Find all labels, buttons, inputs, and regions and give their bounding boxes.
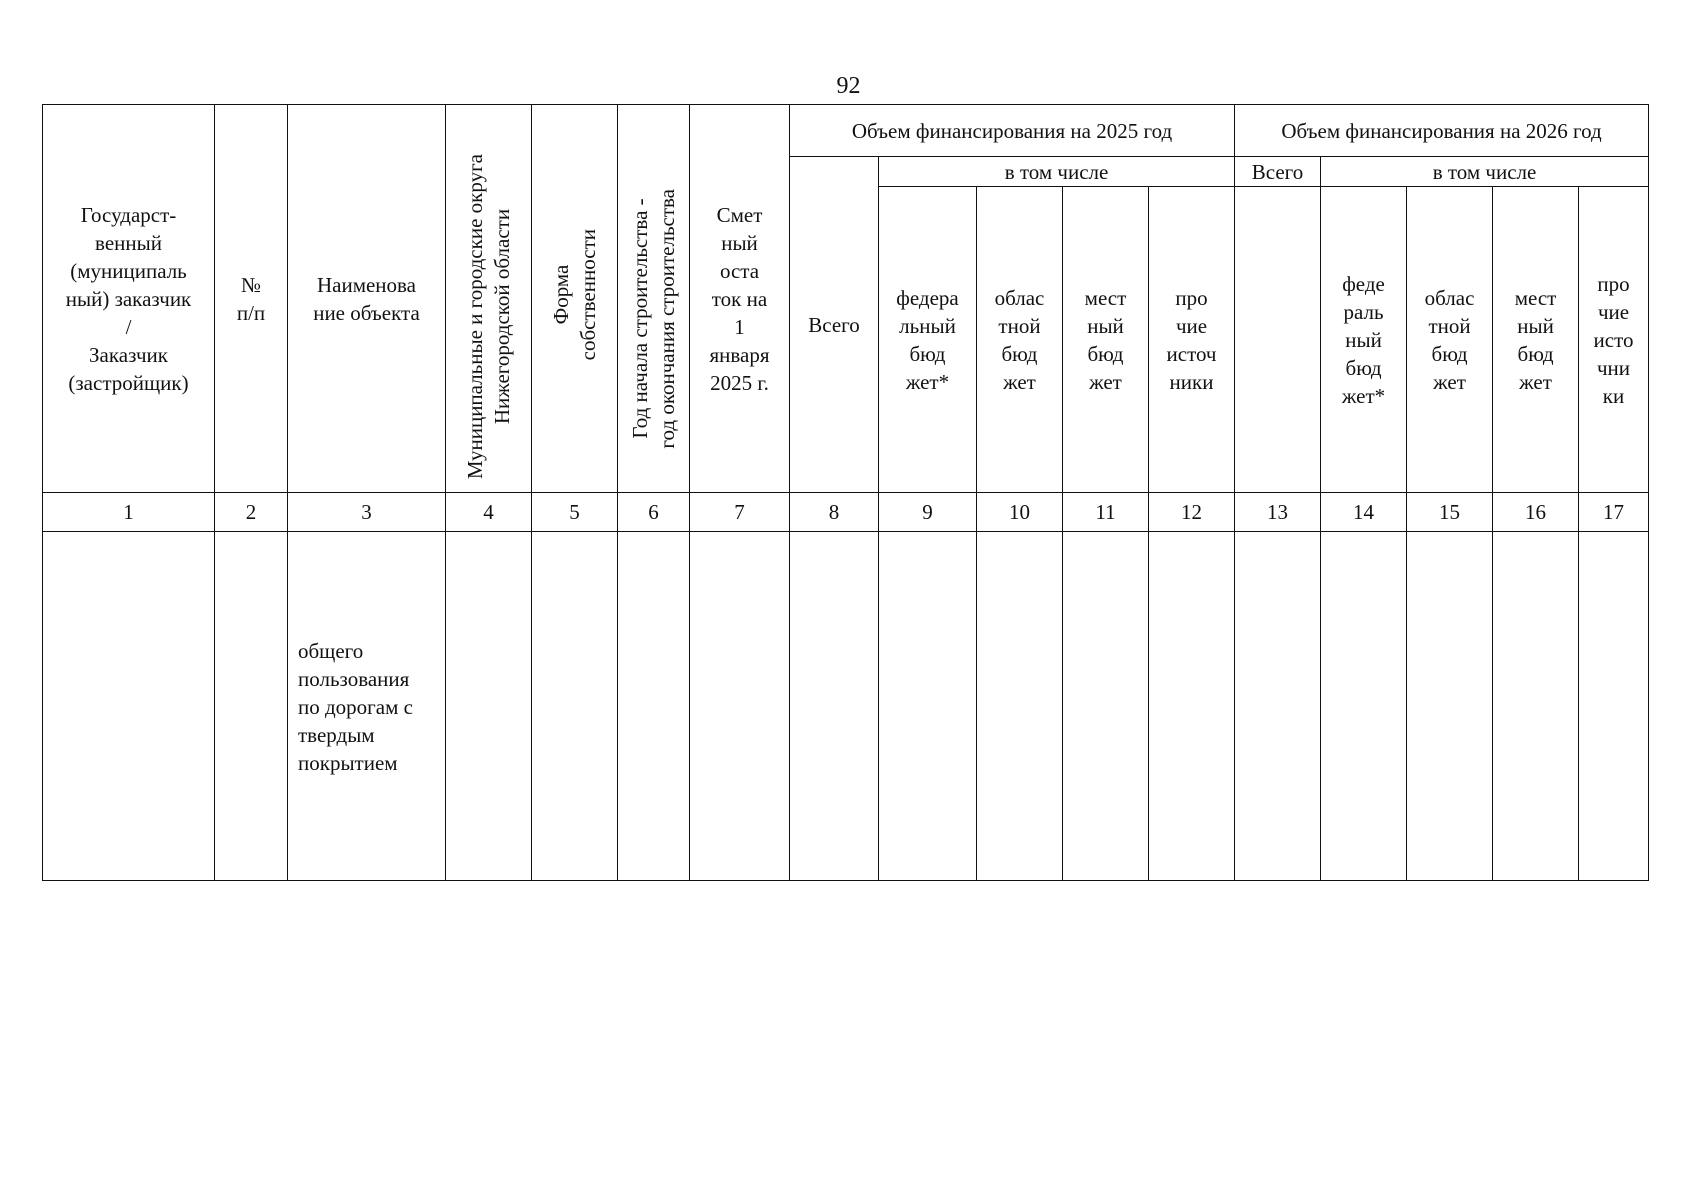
column-number: 2 bbox=[215, 493, 288, 532]
header-2025-regional: облас тной бюд жет bbox=[977, 187, 1063, 493]
column-number: 11 bbox=[1063, 493, 1149, 532]
column-number: 6 bbox=[618, 493, 690, 532]
header-2026-other: про чие исто чни ки bbox=[1579, 187, 1649, 493]
header-customer: Государст- венный (муниципаль ный) заказчик / Заказчик (застройщик) bbox=[43, 105, 215, 493]
table-cell bbox=[446, 532, 532, 881]
table-cell bbox=[43, 532, 215, 881]
table-cell bbox=[879, 532, 977, 881]
header-2026-federal: феде раль ный бюд жет* bbox=[1321, 187, 1407, 493]
column-number: 14 bbox=[1321, 493, 1407, 532]
column-number: 3 bbox=[288, 493, 446, 532]
column-number: 13 bbox=[1235, 493, 1321, 532]
column-number: 5 bbox=[532, 493, 618, 532]
header-2026-total: Всего bbox=[1235, 157, 1321, 187]
table-cell bbox=[1579, 532, 1649, 881]
table-cell bbox=[1407, 532, 1493, 881]
header-2025-federal: федера льный бюд жет* bbox=[879, 187, 977, 493]
table-cell bbox=[977, 532, 1063, 881]
table-cell bbox=[1149, 532, 1235, 881]
financing-table bbox=[42, 104, 1649, 881]
column-number: 7 bbox=[690, 493, 790, 532]
header-2025-total: Всего bbox=[790, 157, 879, 493]
table-cell bbox=[790, 532, 879, 881]
header-estimated-balance: Смет ный оста ток на 1 января 2025 г. bbox=[690, 105, 790, 493]
header-districts: Муниципальные и городские округа Нижегородской области bbox=[446, 105, 532, 493]
table-cell bbox=[532, 532, 618, 881]
column-number: 15 bbox=[1407, 493, 1493, 532]
table-cell bbox=[1493, 532, 1579, 881]
header-2026-including: в том числе bbox=[1321, 157, 1649, 187]
header-item-number: № п/п bbox=[215, 105, 288, 493]
column-number: 1 bbox=[43, 493, 215, 532]
table-cell bbox=[1235, 532, 1321, 881]
table-row bbox=[43, 532, 1649, 881]
header-funding-2026: Объем финансирования на 2026 год bbox=[1235, 105, 1649, 157]
column-number: 17 bbox=[1579, 493, 1649, 532]
header-row-1 bbox=[43, 105, 1649, 157]
header-2026-total-empty bbox=[1235, 187, 1321, 493]
header-construction-years: Год начала строительства - год окончания строительства bbox=[618, 105, 690, 493]
header-2026-regional: облас тной бюд жет bbox=[1407, 187, 1493, 493]
header-2026-local: мест ный бюд жет bbox=[1493, 187, 1579, 493]
column-number: 9 bbox=[879, 493, 977, 532]
table-cell bbox=[618, 532, 690, 881]
header-ownership-form: Форма собственности bbox=[532, 105, 618, 493]
column-number: 12 bbox=[1149, 493, 1235, 532]
column-number: 10 bbox=[977, 493, 1063, 532]
header-object-name: Наименова ние объекта bbox=[288, 105, 446, 493]
page-number: 92 bbox=[836, 73, 861, 99]
table-cell bbox=[1063, 532, 1149, 881]
object-name-cell: общего пользования по дорогам с твердым покрытием bbox=[288, 532, 446, 881]
header-2025-other: про чие источ ники bbox=[1149, 187, 1235, 493]
header-2025-including: в том числе bbox=[879, 157, 1235, 187]
table-cell bbox=[690, 532, 790, 881]
header-2025-local: мест ный бюд жет bbox=[1063, 187, 1149, 493]
column-number: 16 bbox=[1493, 493, 1579, 532]
table-cell bbox=[1321, 532, 1407, 881]
column-number: 8 bbox=[790, 493, 879, 532]
column-numbers-row bbox=[43, 493, 1649, 532]
header-funding-2025: Объем финансирования на 2025 год bbox=[790, 105, 1235, 157]
table-cell bbox=[215, 532, 288, 881]
column-number: 4 bbox=[446, 493, 532, 532]
